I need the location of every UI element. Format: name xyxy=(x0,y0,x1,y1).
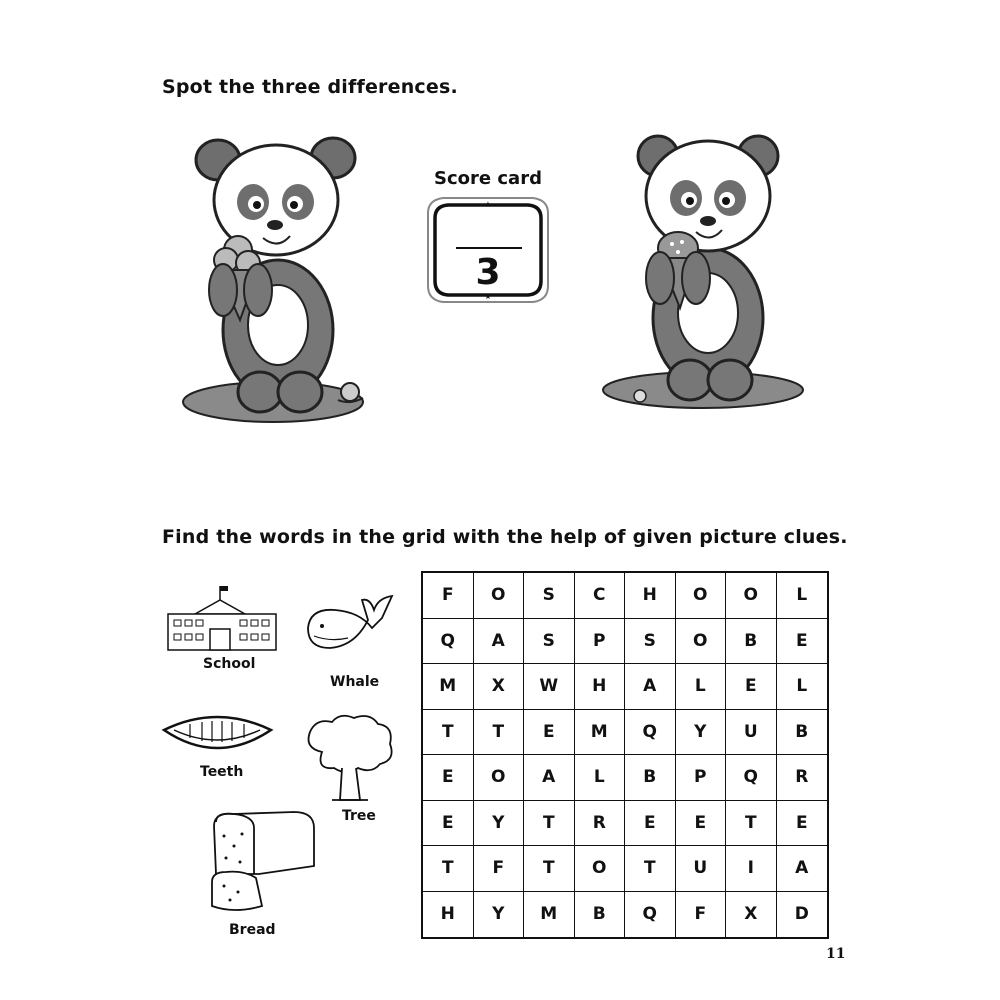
score-card-value: 3 xyxy=(475,252,501,293)
grid-cell[interactable]: Q xyxy=(625,892,676,938)
grid-cell[interactable]: O xyxy=(726,573,777,619)
grid-cell[interactable]: E xyxy=(676,801,727,847)
grid-cell[interactable]: P xyxy=(575,619,626,665)
grid-cell[interactable]: T xyxy=(423,710,474,756)
grid-cell[interactable]: R xyxy=(575,801,626,847)
grid-cell[interactable]: U xyxy=(676,846,727,892)
grid-cell[interactable]: H xyxy=(575,664,626,710)
grid-cell[interactable]: B xyxy=(726,619,777,665)
teeth-icon xyxy=(160,708,275,763)
school-icon xyxy=(160,584,285,654)
heading-spot-differences: Spot the three differences. xyxy=(162,76,458,98)
grid-cell[interactable]: L xyxy=(777,573,828,619)
grid-cell[interactable]: A xyxy=(474,619,525,665)
grid-cell[interactable]: S xyxy=(524,573,575,619)
grid-cell[interactable]: D xyxy=(794,904,809,925)
clue-label-tree: Tree xyxy=(342,808,376,824)
score-card xyxy=(418,168,558,318)
grid-cell[interactable]: Y xyxy=(676,710,727,756)
whale-icon xyxy=(300,588,395,663)
bread-icon xyxy=(204,806,319,916)
grid-cell[interactable]: O xyxy=(474,573,525,619)
grid-cell[interactable]: F xyxy=(423,573,474,619)
grid-cell[interactable]: O xyxy=(676,619,727,665)
grid-cell[interactable]: F xyxy=(474,846,525,892)
grid-cell[interactable]: A xyxy=(625,664,676,710)
grid-cell[interactable]: O xyxy=(575,846,626,892)
grid-cell[interactable]: T xyxy=(625,846,676,892)
grid-cell[interactable]: A xyxy=(524,755,575,801)
grid-cell[interactable]: E xyxy=(423,755,474,801)
clue-label-bread: Bread xyxy=(229,922,276,938)
grid-cell[interactable]: T xyxy=(726,801,777,847)
grid-cell[interactable]: P xyxy=(676,755,727,801)
grid-cell[interactable]: C xyxy=(575,573,626,619)
grid-cell[interactable]: O xyxy=(676,573,727,619)
svg-text:★: ★ xyxy=(484,200,492,209)
grid-cell[interactable]: A xyxy=(777,846,828,892)
grid-cell[interactable]: S xyxy=(524,619,575,665)
grid-cell[interactable]: M xyxy=(524,892,575,938)
grid-cell[interactable]: M xyxy=(423,664,474,710)
grid-cell[interactable]: L xyxy=(777,664,828,710)
grid-cell[interactable]: B xyxy=(625,755,676,801)
clue-label-school: School xyxy=(203,656,256,672)
svg-text:★: ★ xyxy=(484,292,492,301)
grid-cell[interactable]: E xyxy=(726,664,777,710)
clue-label-whale: Whale xyxy=(330,674,380,690)
grid-cell[interactable]: Q xyxy=(726,755,777,801)
grid-cell[interactable]: B xyxy=(777,710,828,756)
grid-cell[interactable]: X xyxy=(726,892,777,938)
grid-cell[interactable]: O xyxy=(474,755,525,801)
grid-cell[interactable]: Q xyxy=(423,619,474,665)
grid-cell[interactable]: Y xyxy=(474,892,525,938)
grid-cell[interactable]: B xyxy=(575,892,626,938)
grid-cell[interactable]: T xyxy=(474,710,525,756)
grid-cell[interactable]: T xyxy=(524,801,575,847)
tree-icon xyxy=(302,712,397,804)
clue-label-teeth: Teeth xyxy=(200,764,244,780)
grid-cell[interactable]: L xyxy=(676,664,727,710)
grid-cell[interactable]: E xyxy=(625,801,676,847)
grid-cell[interactable]: X xyxy=(474,664,525,710)
grid-cell[interactable]: H xyxy=(423,892,474,938)
grid-cell[interactable]: W xyxy=(524,664,575,710)
score-card-frame xyxy=(418,168,558,318)
grid-cell[interactable]: Q xyxy=(625,710,676,756)
grid-cell[interactable]: H xyxy=(625,573,676,619)
grid-cell[interactable]: Y xyxy=(474,801,525,847)
grid-cell[interactable]: E xyxy=(524,710,575,756)
grid-cell[interactable]: E xyxy=(777,801,828,847)
grid-cell[interactable]: R xyxy=(777,755,828,801)
word-search-grid xyxy=(421,571,829,939)
grid-cell[interactable]: E xyxy=(777,619,828,665)
panda-right-illustration xyxy=(598,128,808,418)
grid-cell[interactable]: T xyxy=(524,846,575,892)
score-card-title: Score card xyxy=(434,168,542,189)
page-number: 11 xyxy=(826,946,846,962)
grid-cell[interactable]: E xyxy=(423,801,474,847)
grid-cell[interactable]: M xyxy=(575,710,626,756)
grid-cell[interactable]: L xyxy=(575,755,626,801)
grid-cell[interactable]: I xyxy=(726,846,777,892)
grid-cell[interactable]: F xyxy=(676,892,727,938)
grid-cell[interactable]: U xyxy=(726,710,777,756)
grid-cell[interactable]: T xyxy=(423,846,474,892)
panda-left-illustration xyxy=(178,130,378,430)
grid-cell[interactable]: S xyxy=(625,619,676,665)
heading-find-words: Find the words in the grid with the help of given picture clues. xyxy=(162,526,848,548)
